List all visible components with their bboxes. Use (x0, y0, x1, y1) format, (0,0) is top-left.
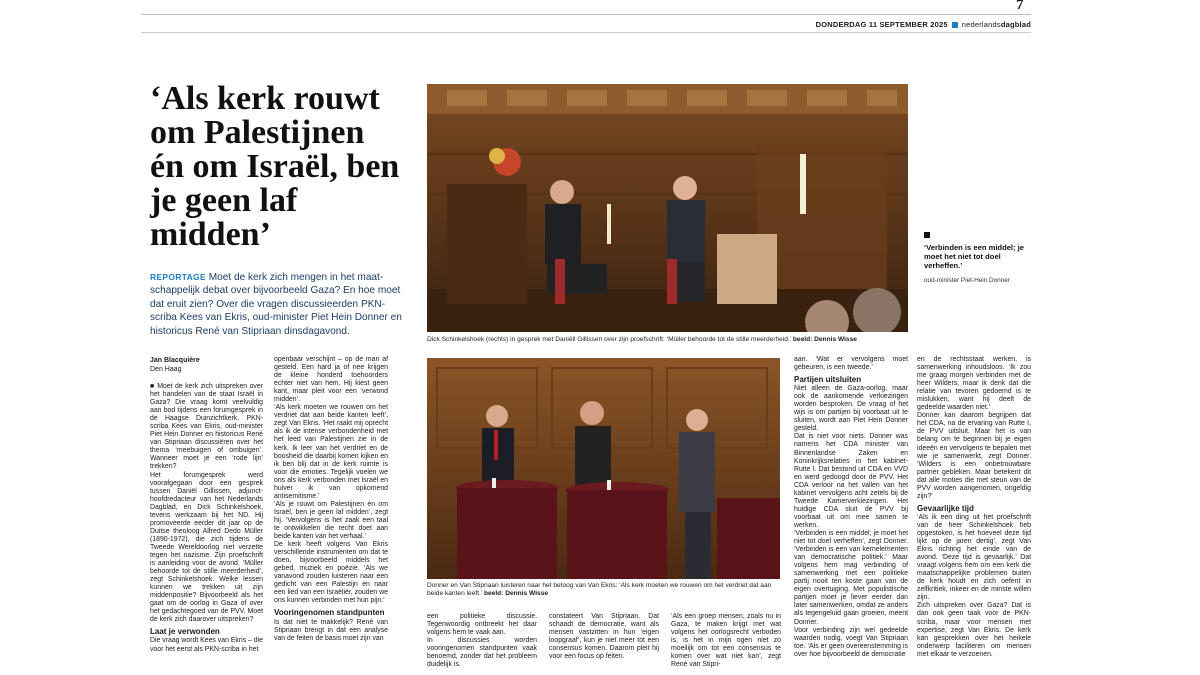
photo-interview-graphic (427, 84, 908, 332)
photo-panel-graphic (427, 358, 780, 579)
column-6-text: Niet alleen de Gaza-oorlog, maar ook de aankomende verkiezingen worden besproken. De vraag of het wijs is om partijen bij voorbaat uit te sluiten, wordt aan Piet Hein Donner gesteld. Dat is niet voor niets. Donner was namens het CDA minister van Binnenlandse Zaken en Koninkrijksrelaties in het kabinet-Rutte I. Dat bestond uit CDA en VVD en werd gedoogd door de PVV. Het CDA verloor na het vallen van het kabinet vervolgens acht zetels bij de Tweede Kamerverkiezingen. Het huidige CDA sluit de PVV bij voorbaat uit om mee samen te werken. ‘Verbinden is een middel; je moet het niet tot doel verheffen’, zegt Donner. ‘Verbinden is een van kernelementen van democratische politiek.’ Maar volgens hem mag verbinding of samenwerking met een politieke partij nooit ten koste gaan van de eigen overtuiging. Met populistische partijen moet je liever eerder dan later samenwerken, omdat ze anders als tegengeluid gaan groeien, meent Donner. Voor verbinding zijn wel gedeelde waarden nodig, voegt Van Stipriaan toe. ‘Als er geen overeenstemming is over hoe bijvoorbeeld de democratie (794, 385, 908, 658)
article-column-3 (427, 613, 537, 669)
issue-date: DONDERDAG 11 SEPTEMBER 2025 (815, 20, 948, 29)
article-column-2 (274, 356, 388, 643)
column-7-text-b: ‘Als ik een ding uit het proefschrift van de heer Schinkelshoek heb opgestoken, is het hoeveel deze tijd lijkt op de jaren dertig’, zegt Van Ekris richting het einde van de avond. ‘Deze tijd is gevaarlijk.’ Dat vraagt volgens hem om een kerk die maatschappelijke problemen buiten de kerk houdt en zich oefent in zelfkritiek, inkeer en de minste willen zijn. Zich uitspreken over Gaza? Dat is dan ook geen taak voor de PKN-scriba, maar voor mensen met expertise, zegt Van Ekris. De kerk kan gesprekken over het heikele onderwerp faciliteren om mensen met elkaar te verzoenen. (917, 513, 1031, 658)
pull-quote (924, 232, 1030, 285)
subhead-gevaarlijke-tijd: Gevaarlijke tijd (917, 503, 974, 513)
article-intro (150, 271, 408, 338)
column-5-text: ‘Als een groep mensen, zoals nu in Gaza, te maken krijgt met wat volgens het oorlogsrecht verboden is, is het in mijn ogen niet zo moeilijk om tot een consensus te komen over wat niet kan’, zegt René van Stipri- (671, 613, 781, 669)
column-1-text-b: Die vraag wordt Kees van Ekris – die voor het eerst als PKN-scriba in het (150, 637, 263, 653)
subhead-vooringenomen: Vooringenomen standpunten (274, 608, 385, 618)
page-number: 7 (1016, 0, 1024, 13)
brand-logo: nederlandsdagblad (961, 20, 1031, 29)
photo-interview (427, 84, 908, 332)
article-headline: ‘Als kerk rouwt om Palestijnen én om Israël, ben je geen laf midden’ (150, 80, 400, 253)
column-3-text: een politieke discussie. Tegenwoordig ontbreekt het daar volgens hem te vaak aan. In discussies worden vooringenomen standpunten vaak benoemd, zonder dat het probleem duidelijk is. (427, 613, 537, 669)
article-column-4 (549, 613, 659, 661)
photo-panel-caption: Donner en Van Stipriaan luisteren naar het betoog van Van Ekris: ‘Als kerk moeten we rouwen om het verdriet dat aan beide kanten leeft.’ beeld: Dennis Wisse (427, 582, 772, 598)
quote-square-icon (924, 232, 930, 238)
author-name: Jan Blacquière (150, 357, 200, 364)
photo-interview-caption: Dick Schinkelshoek (rechts) in gesprek met Daniëll Gillissen over zijn proefschrift: ‘Müller behoorde tot de stille meerderheid.’ beeld: Dennis Wisse (427, 336, 857, 343)
column-6-text-a: aan. ‘Wat er vervolgens moet gebeuren, is een tweede.’ (794, 356, 908, 372)
byline (150, 356, 200, 374)
article-column-5 (671, 613, 781, 669)
photo-interview-credit: beeld: Dennis Wisse (792, 336, 857, 343)
subhead-partijen-uitsluiten: Partijen uitsluiten (794, 375, 862, 385)
subhead-laat-je-verwonden: Laat je verwonden (150, 627, 220, 637)
brand-square-icon (952, 22, 958, 28)
header-rule (141, 32, 1031, 33)
pull-quote-text: ‘Verbinden is een middel; je moet het niet tot doel verheffen.’ (924, 243, 1025, 271)
column-7-text: en de rechtsstaat werken, is samenwerking inhoudsloos. ‘Ik zou me graag morgen verbinden met de heer Wilders, maar ik denk dat die relatie van tevoren gedoemd is te mislukken, want hij deelt de gedeelde waarden niet.’ Donner kan daarom begrijpen dat het CDA, na de ervaring van Rutte I, de PVV uitsluit. Maar het is van belang om te beginnen bij je eigen ideeën en vervolgens te bepalen met wie je samenwerkt, zegt Donner. ‘Wilders is een onbetrouwbare partner gebleken. Maar betekent dit dat alle moties die met steun van de PVV worden aangenomen, ongeldig zijn?’ (917, 356, 1031, 500)
photo-panel-credit: beeld: Dennis Wisse (483, 590, 549, 598)
column-2-text: openbaar verschijnt – op de man af gesteld. Een hard ja of nee krijgen de kleine honderd toehoorders echter niet van hem. Hij kiest geen kant, maar pleit voor een ‘verwond midden’. ‘Als kerk moeten we rouwen om het verdriet dat aan beide kanten leeft’, zegt Van Ekris. ‘Het raakt mij oprecht als ik de intense verbondenheid met het leed van Palestijnen zie in de kerk. Ik leer van het verdriet en de boosheid die daarbij komen kijken en ik ben blij dat in de kerk ruimte is voor die emoties. Tegelijk voelen we ons als kerk verbonden met Israël en huiver ik van opkomend antisemitisme.’ ‘Als je rouwt om Palestijnen én om Israël, ben je geen laf midden’, zegt hij. ‘Vervolgens is het zaak een taal te ontwikkelen die recht doet aan beide kanten van het verhaal.’ De kerk heeft volgens Van Ekris verschillende instrumenten om dat te doen, bijvoorbeeld middels het gebed, muziek en poëzie. ‘Als we vanavond zouden luisteren naar een gedicht van een Palestijn en naar een lied van een Israëliër, zouden we ons kunnen verbinden met hun pijn.’ (274, 356, 388, 605)
author-location: Den Haag (150, 366, 182, 373)
column-4-text: constateert Van Stipriaan. Dat schaadt de democratie, want als mensen vastzitten in hun ‘eigen loopgraaf’, kun je niet meer tot een consensus komen. Daarom pleit hij voor een focus op feiten. (549, 613, 659, 661)
pull-quote-attribution: oud-minister Piet-Hein Donner (924, 276, 1010, 284)
column-1-text: ■ Moet de kerk zich uitspreken over het handelen van de staat Israël in Gaza? Die vraag komt veelvuldig aan bod tijdens een forumgesprek in de Haagse Duinzichtkerk. PKN-scriba Kees van Ekris, oud-minister Piet Hein Donner en historicus René van Stipriaan discussiëren over het thema ‘meebuigen of ombuigen’. Wanneer moet je een ‘rode lijn’ trekken? Het forumgesprek werd voorafgegaan door een gesprek tussen Daniël Gillissen, adjunct-hoofdredacteur van het Nederlands Dagblad, en Dick Schinkelshoek, tevens werkzaam bij het ND. Hij promoveerde eerder dit jaar op de Duitse theoloog Alfred Dedo Müller (1890-1972), die zich tijdens de Tweede Wereldoorlog niet verzette tegen het nazisme. Zijn proefschrift is aanleiding voor de avond. ‘Müller behoorde tot de stille meerderheid’, zegt Schinkelshoek. Welke lessen kunnen we trekken uit zijn middenpositie? Bijvoorbeeld als het gaat om de oorlog in Gaza of over het gedachtegoed van de PVV. Moet de kerk zich daarover uitspreken? (150, 383, 263, 624)
column-2-text-b: Is dat niet te makkelijk? René van Stipriaan brengt in dat een analyse van de feiten de basis moet zijn van (274, 618, 388, 642)
photo-panel (427, 358, 780, 579)
intro-text: Moet de kerk zich mengen in het maat-schappelijk debat over bijvoorbeeld Gaza? En hoe moet dat eruit zien? Over die vragen discussieerden PKN-scriba Kees van Ekris, oud-minister Piet Hein Donner en historicus René van Stipriaan dinsdagavond. (150, 272, 402, 337)
article-column-1 (150, 383, 263, 654)
dateline (816, 20, 1031, 29)
top-rule (141, 14, 1031, 15)
article-column-7 (917, 356, 1031, 659)
article-column-6 (794, 356, 908, 659)
section-kicker: REPORTAGE (150, 272, 206, 282)
